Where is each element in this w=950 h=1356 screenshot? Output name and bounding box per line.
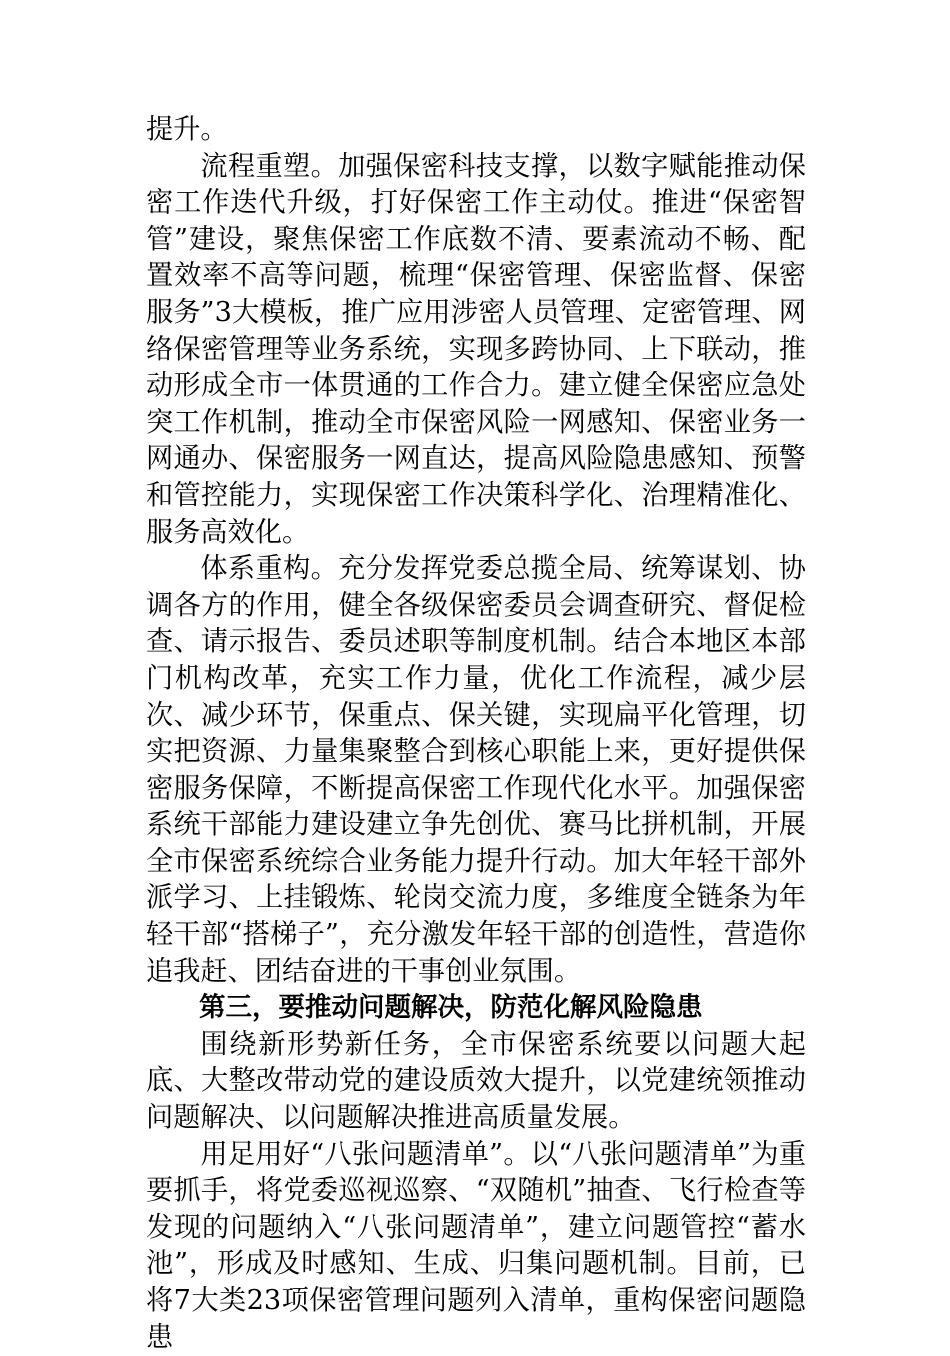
document-page: [146, 112, 806, 1356]
paragraph-eight-problem-lists: 用足用好“八张问题清单”。以“八张问题清单”为重要抓手，将党委巡视巡察、“双随机”抽查、飞行检查等发现的问题纳入“八张问题清单”，建立问题管控“蓄水池”，形成及时感知、生成、归集问题机制。目前，已将7大类23项保密管理问题列入清单，重构保密问题隐患: [146, 1138, 806, 1353]
section-heading: 第三，要推动问题解决，防范化解风险隐患: [199, 992, 703, 1024]
paragraph-new-situation: 围绕新形势新任务，全市保密系统要以问题大起底、大整改带动党的建设质效大提升，以党建统领推动问题解决、以问题解决推进高质量发展。: [146, 1028, 806, 1134]
paragraph-continuation: 提升。: [146, 114, 228, 145]
paragraph-process-reshaping: 流程重塑。加强保密科技支撑，以数字赋能推动保密工作迭代升级，打好保密工作主动仗。推进“保密智管”建设，聚焦保密工作底数不清、要素流动不畅、配置效率不高等问题，梳理“保密管理、保密监督、保密服务”3大模板，推广应用涉密人员管理、定密管理、网络保密管理等业务系统，实现多跨协同、上下联动，推动形成全市一体贯通的工作合力。建立健全保密应急处突工作机制，推动全市保密风险一网感知、保密业务一网通办、保密服务一网直达，提高风险隐患感知、预警和管控能力，实现保密工作决策科学化、治理精准化、服务高效化。: [146, 150, 806, 548]
paragraph-system-reconstruction: 体系重构。充分发挥党委总揽全局、统筹谋划、协调各方的作用，健全各级保密委员会调查研究、督促检查、请示报告、委员述职等制度机制。结合本地区本部门机构改革，充实工作力量，优化工作流程，减少层次、减少环节，保重点、保关键，实现扁平化管理，切实把资源、力量集聚整合到核心职能上来，更好提供保密服务保障，不断提高保密工作现代化水平。加强保密系统干部能力建设建立争先创优、赛马比拼机制，开展全市保密系统综合业务能力提升行动。加大年轻干部外派学习、上挂锻炼、轮岗交流力度，多维度全链条为年轻干部“搭梯子”，充分激发年轻干部的创造性，营造你追我赶、团结奋进的干事创业氛围。: [146, 553, 806, 987]
